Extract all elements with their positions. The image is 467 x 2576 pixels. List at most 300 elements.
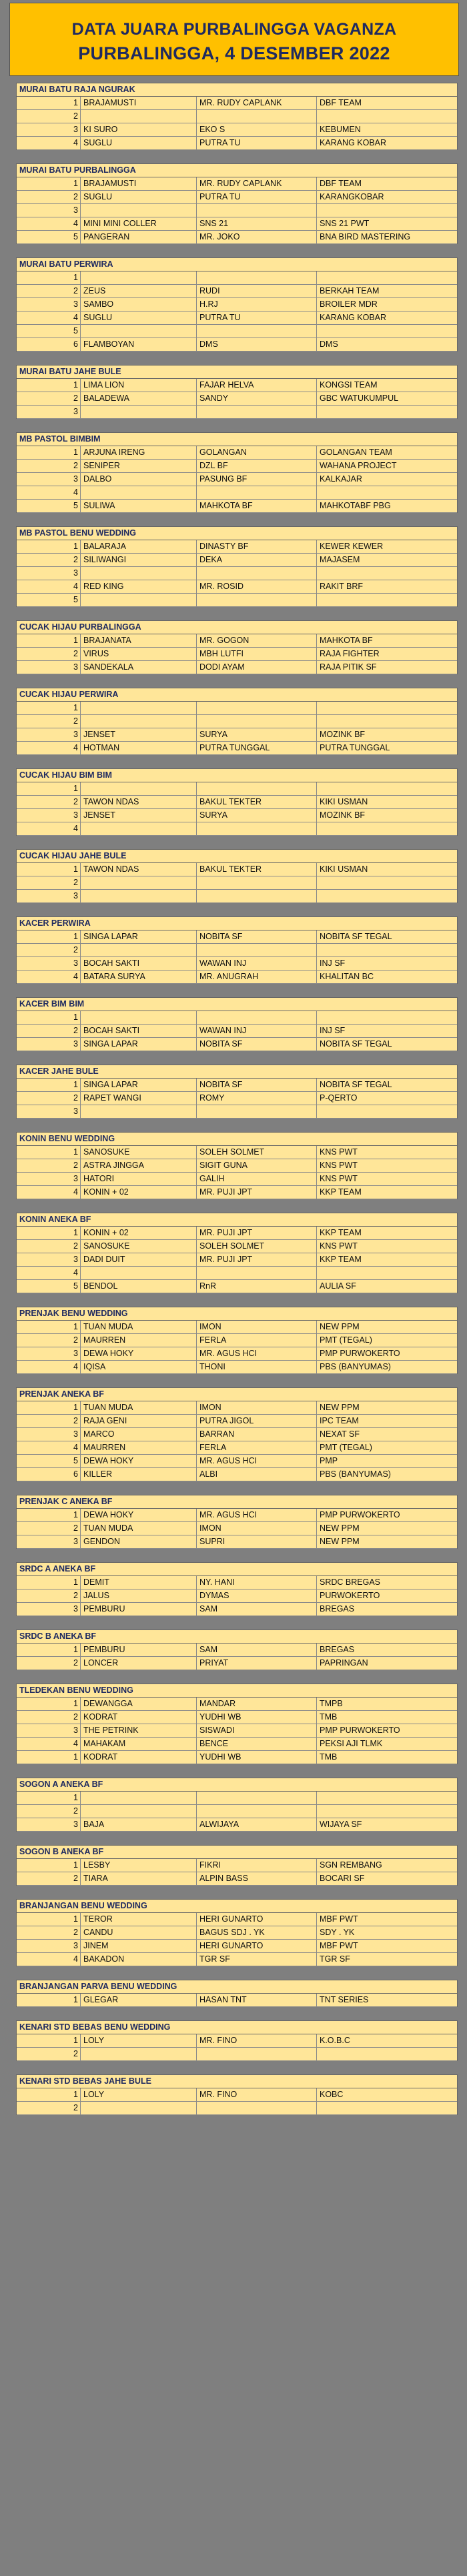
owner-cell: TGR SF [197, 1953, 317, 1966]
rank-cell: 1 [17, 2034, 81, 2047]
bird-name-cell: LONCER [81, 1657, 197, 1670]
team-cell: PBS (BANYUMAS) [320, 1362, 391, 1371]
result-section [16, 1845, 458, 1886]
team-cell: BREGAS [320, 1604, 355, 1614]
owner-cell: RUDI [197, 285, 317, 297]
table-row [17, 1321, 457, 1334]
bird-name-cell: RED KING [81, 580, 197, 593]
bird-name-cell [81, 325, 197, 338]
bird-name-cell: KONIN + 02 [81, 1227, 197, 1239]
owner-cell [197, 1805, 317, 1818]
rank-cell: 2 [17, 715, 81, 728]
bird-name-cell: LESBY [81, 1859, 197, 1872]
owner-cell: MR. ANUGRAH [197, 971, 317, 983]
team-cell: KKP TEAM [320, 1255, 362, 1264]
table-row [17, 702, 457, 715]
table-row [17, 446, 457, 460]
team-cell: KKP TEAM [320, 1187, 362, 1197]
result-section [16, 916, 458, 984]
rank-cell: 6 [17, 338, 81, 351]
team-cell: KIKI USMAN [320, 797, 368, 806]
team-cell: MBF PWT [320, 1941, 358, 1950]
section-title: MURAI BATU PURBALINGGA [17, 163, 457, 177]
owner-cell: IMON [197, 1321, 317, 1333]
page-subtitle: PURBALINGGA, 4 DESEMBER 2022 [78, 43, 390, 63]
table-row [17, 97, 457, 110]
page-title: DATA JUARA PURBALINGGA VAGANZA [71, 20, 397, 39]
result-section [16, 365, 458, 419]
table-row [17, 379, 457, 392]
rank-cell: 1 [17, 1509, 81, 1521]
page-header [9, 3, 459, 76]
result-section [16, 997, 458, 1051]
team-cell: BNA BIRD MASTERING [320, 232, 411, 241]
rank-cell: 1 [17, 930, 81, 943]
table-row [17, 1994, 457, 2007]
bird-name-cell [81, 110, 197, 123]
rank-cell: 2 [17, 2102, 81, 2114]
rank-cell: 3 [17, 661, 81, 674]
table-row [17, 1589, 457, 1603]
owner-cell: MR. PUJI JPT [197, 1227, 317, 1239]
owner-cell: SNS 21 [197, 217, 317, 230]
bird-name-cell: MAURREN [81, 1334, 197, 1347]
rank-cell: 3 [17, 123, 81, 136]
bird-name-cell: BOCAH SAKTI [81, 957, 197, 970]
rank-cell: 1 [17, 702, 81, 714]
owner-cell: PASUNG BF [197, 473, 317, 486]
rank-cell: 1 [17, 1751, 81, 1764]
team-cell: PMP PURWOKERTO [320, 1726, 400, 1735]
owner-cell: SAM [197, 1603, 317, 1616]
bird-name-cell [81, 594, 197, 606]
section-title: CUCAK HIJAU PURBALINGGA [17, 620, 457, 634]
rank-cell: 3 [17, 1535, 81, 1548]
rank-cell: 4 [17, 1953, 81, 1966]
team-cell: BOCARI SF [320, 1874, 365, 1883]
bird-name-cell: DEWA HOKY [81, 1455, 197, 1467]
rank-cell: 1 [17, 446, 81, 459]
table-row [17, 594, 457, 607]
team-cell [317, 822, 457, 835]
owner-cell: ALWIJAYA [197, 1818, 317, 1831]
bird-name-cell: KILLER [81, 1468, 197, 1481]
table-row [17, 217, 457, 231]
team-cell: KALKAJAR [320, 474, 362, 484]
team-cell: BERKAH TEAM [320, 286, 380, 295]
team-cell: PUTRA TUNGGAL [320, 743, 390, 752]
team-cell [317, 715, 457, 728]
rank-cell: 2 [17, 1159, 81, 1172]
bird-name-cell: ZEUS [81, 285, 197, 297]
table-row [17, 1401, 457, 1415]
rank-cell: 3 [17, 1173, 81, 1185]
team-cell [317, 594, 457, 606]
owner-cell: YUDHI WB [197, 1751, 317, 1764]
owner-cell: SOLEH SOLMET [197, 1146, 317, 1159]
team-cell: KKP TEAM [320, 1228, 362, 1237]
team-cell: MAJASEM [320, 555, 360, 564]
bird-name-cell: TAWON NDAS [81, 863, 197, 876]
table-row [17, 971, 457, 984]
table-row [17, 580, 457, 594]
bird-name-cell: SINGA LAPAR [81, 1038, 197, 1051]
rank-cell: 2 [17, 1657, 81, 1670]
rank-cell: 2 [17, 1240, 81, 1253]
table-row [17, 796, 457, 809]
bird-name-cell [81, 2048, 197, 2060]
owner-cell: MR. AGUS HCI [197, 1347, 317, 1360]
owner-cell: NOBITA SF [197, 1038, 317, 1051]
team-cell: TGR SF [320, 1954, 350, 1964]
table-row [17, 500, 457, 513]
bird-name-cell: ARJUNA IRENG [81, 446, 197, 459]
result-section [16, 163, 458, 244]
team-cell: SGN REMBANG [320, 1860, 382, 1870]
rank-cell: 1 [17, 1227, 81, 1239]
rank-cell: 3 [17, 890, 81, 902]
owner-cell [197, 271, 317, 284]
rank-cell: 3 [17, 957, 81, 970]
bird-name-cell: BOCAH SAKTI [81, 1025, 197, 1037]
section-title: MB PASTOL BIMBIM [17, 432, 457, 446]
table-row [17, 1926, 457, 1940]
result-section [16, 1307, 458, 1374]
team-cell: KARANG KOBAR [320, 313, 387, 322]
bird-name-cell: TUAN MUDA [81, 1522, 197, 1535]
team-cell: RAJA FIGHTER [320, 649, 380, 658]
team-cell [317, 271, 457, 284]
owner-cell [197, 702, 317, 714]
rank-cell: 2 [17, 1711, 81, 1724]
bird-name-cell: TEROR [81, 1913, 197, 1926]
team-cell: IPC TEAM [320, 1416, 359, 1425]
team-cell [317, 944, 457, 956]
owner-cell: BAKUL TEKTER [197, 863, 317, 876]
bird-name-cell: IQISA [81, 1361, 197, 1373]
rank-cell: 2 [17, 1092, 81, 1105]
rank-cell: 6 [17, 1468, 81, 1481]
team-cell [317, 110, 457, 123]
section-title: CUCAK HIJAU BIM BIM [17, 768, 457, 782]
owner-cell: MR. PUJI JPT [197, 1253, 317, 1266]
bird-name-cell: BRAJAMUSTI [81, 97, 197, 109]
bird-name-cell: THE PETRINK [81, 1724, 197, 1737]
bird-name-cell: MAURREN [81, 1441, 197, 1454]
table-row [17, 890, 457, 903]
team-cell [317, 890, 457, 902]
table-row [17, 1428, 457, 1441]
team-cell: NOBITA SF TEGAL [320, 1080, 392, 1089]
team-cell: NEW PPM [320, 1322, 360, 1331]
owner-cell: MR. PUJI JPT [197, 1186, 317, 1199]
rank-cell: 1 [17, 1146, 81, 1159]
bird-name-cell [81, 271, 197, 284]
bird-name-cell: JINEM [81, 1940, 197, 1952]
result-section [16, 1387, 458, 1481]
table-row [17, 177, 457, 191]
bird-name-cell: LOLY [81, 2034, 197, 2047]
bird-name-cell: HATORI [81, 1173, 197, 1185]
owner-cell: PUTRA TU [197, 311, 317, 324]
owner-cell: BAKUL TEKTER [197, 796, 317, 808]
table-row [17, 822, 457, 836]
bird-name-cell: LIMA LION [81, 379, 197, 392]
bird-name-cell: ASTRA JINGGA [81, 1159, 197, 1172]
table-row [17, 1146, 457, 1159]
rank-cell: 4 [17, 822, 81, 835]
table-row [17, 298, 457, 311]
section-title: KACER BIM BIM [17, 997, 457, 1011]
table-row [17, 1334, 457, 1347]
owner-cell: SANDY [197, 392, 317, 405]
rank-cell: 5 [17, 500, 81, 512]
team-cell: PAPRINGAN [320, 1658, 368, 1668]
owner-cell: MANDAR [197, 1698, 317, 1710]
table-row [17, 1792, 457, 1805]
team-cell: RAJA PITIK SF [320, 662, 377, 672]
owner-cell: YUDHI WB [197, 1711, 317, 1724]
bird-name-cell: JALUS [81, 1589, 197, 1602]
owner-cell [197, 1267, 317, 1279]
table-row [17, 809, 457, 822]
rank-cell: 2 [17, 1334, 81, 1347]
table-row [17, 1872, 457, 1886]
table-row [17, 2048, 457, 2061]
team-cell [317, 876, 457, 889]
section-title: PRENJAK BENU WEDDING [17, 1307, 457, 1321]
owner-cell [197, 944, 317, 956]
owner-cell: NOBITA SF [197, 930, 317, 943]
rank-cell: 3 [17, 1724, 81, 1737]
rank-cell: 3 [17, 1428, 81, 1441]
bird-name-cell: DEMIT [81, 1576, 197, 1589]
bird-name-cell [81, 702, 197, 714]
rank-cell: 5 [17, 594, 81, 606]
owner-cell: PUTRA JIGOL [197, 1415, 317, 1427]
owner-cell [197, 715, 317, 728]
result-section [16, 432, 458, 513]
team-cell: NOBITA SF TEGAL [320, 932, 392, 941]
owner-cell: NOBITA SF [197, 1079, 317, 1091]
team-cell: MOZINK BF [320, 810, 366, 820]
owner-cell: FAJAR HELVA [197, 379, 317, 392]
owner-cell: MR. JOKO [197, 231, 317, 243]
team-cell: TMB [320, 1752, 338, 1762]
team-cell [317, 1792, 457, 1804]
team-cell: RAKIT BRF [320, 582, 364, 591]
owner-cell [197, 594, 317, 606]
result-section [16, 688, 458, 755]
team-cell [317, 325, 457, 338]
table-row [17, 1805, 457, 1818]
bird-name-cell: RAPET WANGI [81, 1092, 197, 1105]
team-cell: NEW PPM [320, 1403, 360, 1412]
owner-cell: PUTRA TUNGGAL [197, 742, 317, 754]
team-cell: KOBC [320, 2090, 344, 2099]
rank-cell: 2 [17, 876, 81, 889]
section-title: BRANJANGAN BENU WEDDING [17, 1899, 457, 1913]
section-title: TLEDEKAN BENU WEDDING [17, 1684, 457, 1698]
owner-cell: BARRAN [197, 1428, 317, 1441]
rank-cell: 2 [17, 191, 81, 203]
table-row [17, 1092, 457, 1105]
table-row [17, 1227, 457, 1240]
rank-cell: 5 [17, 1280, 81, 1293]
owner-cell [197, 2048, 317, 2060]
owner-cell [197, 486, 317, 499]
owner-cell: HERI GUNARTO [197, 1940, 317, 1952]
bird-name-cell: SULIWA [81, 500, 197, 512]
table-row [17, 325, 457, 338]
team-cell [317, 486, 457, 499]
bird-name-cell: HOTMAN [81, 742, 197, 754]
rank-cell: 3 [17, 809, 81, 822]
section-title: MURAI BATU JAHE BULE [17, 365, 457, 379]
owner-cell: GOLANGAN [197, 446, 317, 459]
bird-name-cell: GENDON [81, 1535, 197, 1548]
owner-cell: ALPIN BASS [197, 1872, 317, 1885]
section-title: CUCAK HIJAU JAHE BULE [17, 849, 457, 863]
table-row [17, 1724, 457, 1738]
section-title: SOGON A ANEKA BF [17, 1778, 457, 1792]
section-title: SOGON B ANEKA BF [17, 1845, 457, 1859]
rank-cell: 2 [17, 392, 81, 405]
team-cell: MBF PWT [320, 1914, 358, 1924]
owner-cell: WAWAN INJ [197, 957, 317, 970]
bird-name-cell: MAHAKAM [81, 1738, 197, 1750]
owner-cell [197, 1105, 317, 1118]
rank-cell: 1 [17, 1913, 81, 1926]
bird-name-cell [81, 876, 197, 889]
owner-cell: GALIH [197, 1173, 317, 1185]
section-title: PRENJAK ANEKA BF [17, 1387, 457, 1401]
bird-name-cell: DADI DUIT [81, 1253, 197, 1266]
team-cell: TMPB [320, 1699, 343, 1708]
owner-cell [197, 2102, 317, 2114]
section-title: KACER PERWIRA [17, 916, 457, 930]
bird-name-cell: JENSET [81, 809, 197, 822]
owner-cell: SURYA [197, 809, 317, 822]
rank-cell: 4 [17, 217, 81, 230]
table-row [17, 1253, 457, 1267]
table-row [17, 742, 457, 755]
table-row [17, 782, 457, 796]
table-row [17, 715, 457, 728]
table-row [17, 728, 457, 742]
bird-name-cell [81, 406, 197, 418]
table-row [17, 1441, 457, 1455]
team-cell: INJ SF [320, 958, 346, 968]
table-row [17, 460, 457, 473]
owner-cell: WAWAN INJ [197, 1025, 317, 1037]
bird-name-cell [81, 1805, 197, 1818]
table-row [17, 338, 457, 352]
owner-cell [197, 110, 317, 123]
section-title: KENARI STD BEBAS JAHE BULE [17, 2074, 457, 2088]
team-cell: P-QERTO [320, 1093, 358, 1103]
owner-cell: ROMY [197, 1092, 317, 1105]
table-row [17, 1940, 457, 1953]
team-cell: KHALITAN BC [320, 972, 374, 981]
bird-name-cell: SANDEKALA [81, 661, 197, 674]
table-row [17, 1105, 457, 1119]
table-row [17, 1535, 457, 1549]
team-cell: NEXAT SF [320, 1429, 360, 1439]
bird-name-cell: VIRUS [81, 648, 197, 660]
owner-cell: H.RJ [197, 298, 317, 311]
rank-cell: 3 [17, 728, 81, 741]
table-row [17, 661, 457, 674]
table-row [17, 1240, 457, 1253]
rank-cell: 1 [17, 379, 81, 392]
owner-cell: SIGIT GUNA [197, 1159, 317, 1172]
team-cell: K.O.B.C [320, 2036, 350, 2045]
rank-cell: 4 [17, 971, 81, 983]
section-title: SRDC A ANEKA BF [17, 1562, 457, 1576]
bird-name-cell: DEWA HOKY [81, 1347, 197, 1360]
bird-name-cell: BAKADON [81, 1953, 197, 1966]
bird-name-cell: MARCO [81, 1428, 197, 1441]
team-cell: KNS PWT [320, 1241, 358, 1251]
team-cell: KARANG KOBAR [320, 138, 387, 147]
owner-cell: SISWADI [197, 1724, 317, 1737]
section-title: MURAI BATU RAJA NGURAK [17, 83, 457, 97]
bird-name-cell: TUAN MUDA [81, 1321, 197, 1333]
owner-cell: MR. FINO [197, 2034, 317, 2047]
team-cell [317, 782, 457, 795]
team-cell: DBF TEAM [320, 98, 362, 107]
table-row [17, 1186, 457, 1199]
rank-cell: 4 [17, 311, 81, 324]
owner-cell: MAHKOTA BF [197, 500, 317, 512]
rank-cell: 2 [17, 1589, 81, 1602]
rank-cell: 2 [17, 554, 81, 566]
team-cell: SNS 21 PWT [320, 219, 370, 228]
rank-cell: 3 [17, 1347, 81, 1360]
team-cell: KEWER KEWER [320, 542, 384, 551]
team-cell [317, 2102, 457, 2114]
bird-name-cell: SAMBO [81, 298, 197, 311]
bird-name-cell [81, 2102, 197, 2114]
bird-name-cell [81, 1105, 197, 1118]
rank-cell: 2 [17, 2048, 81, 2060]
rank-cell: 3 [17, 1603, 81, 1616]
rank-cell: 3 [17, 473, 81, 486]
table-row [17, 554, 457, 567]
team-cell: PURWOKERTO [320, 1591, 380, 1600]
table-row [17, 110, 457, 123]
section-title: KONIN BENU WEDDING [17, 1132, 457, 1146]
bird-name-cell: JENSET [81, 728, 197, 741]
owner-cell [197, 406, 317, 418]
rank-cell: 1 [17, 1698, 81, 1710]
table-row [17, 1267, 457, 1280]
bird-name-cell: FLAMBOYAN [81, 338, 197, 351]
bird-name-cell: DALBO [81, 473, 197, 486]
rank-cell: 4 [17, 1186, 81, 1199]
rank-cell: 1 [17, 1079, 81, 1091]
team-cell: PBS (BANYUMAS) [320, 1469, 391, 1479]
bird-name-cell: DEWA HOKY [81, 1509, 197, 1521]
owner-cell [197, 876, 317, 889]
table-row [17, 406, 457, 419]
bird-name-cell: SILIWANGI [81, 554, 197, 566]
team-cell [317, 204, 457, 217]
table-row [17, 1025, 457, 1038]
team-cell [317, 1011, 457, 1024]
bird-name-cell: SUGLU [81, 137, 197, 149]
